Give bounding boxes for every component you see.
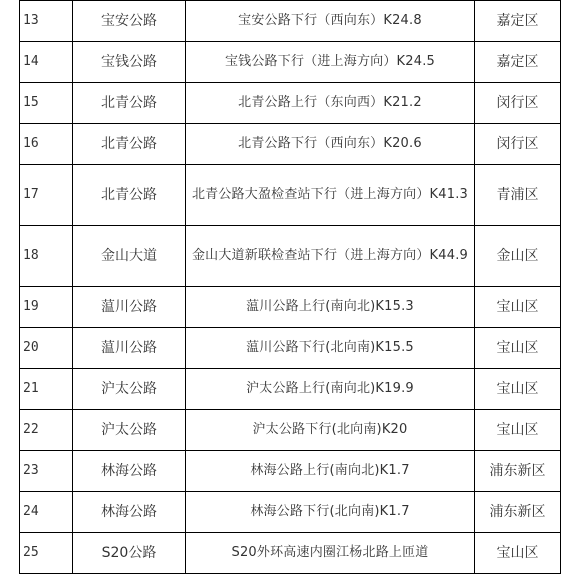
table-row [20,410,561,451]
road-name: 金山大道 [73,226,186,287]
table-row [20,369,561,410]
row-number: 18 [20,226,73,287]
table-row [20,287,561,328]
road-name: 林海公路 [73,492,186,533]
row-number: 14 [20,42,73,83]
road-name: S20公路 [73,533,186,574]
table-row [20,533,561,574]
road-name: 宝钱公路 [73,42,186,83]
row-number: 22 [20,410,73,451]
location: 蕰川公路下行(北向南)K15.5 [186,328,475,369]
location: 北青公路上行（东向西）K21.2 [186,83,475,124]
location: 沪太公路上行(南向北)K19.9 [186,369,475,410]
row-number: 19 [20,287,73,328]
row-number: 23 [20,451,73,492]
district: 青浦区 [475,165,561,226]
table-row [20,1,561,42]
road-name: 沪太公路 [73,369,186,410]
location: 宝钱公路下行（进上海方向）K24.5 [186,42,475,83]
district: 宝山区 [475,328,561,369]
table-row [20,328,561,369]
table-row [20,492,561,533]
location: 金山大道新联检查站下行（进上海方向）K44.9 [186,226,475,287]
table-row [20,124,561,165]
row-number: 24 [20,492,73,533]
row-number: 17 [20,165,73,226]
district: 宝山区 [475,369,561,410]
row-number: 21 [20,369,73,410]
row-number: 20 [20,328,73,369]
road-name: 北青公路 [73,165,186,226]
location: 林海公路下行(北向南)K1.7 [186,492,475,533]
district: 宝山区 [475,287,561,328]
road-name: 北青公路 [73,83,186,124]
table-row [20,42,561,83]
location: 宝安公路下行（西向东）K24.8 [186,1,475,42]
location: 蕰川公路上行(南向北)K15.3 [186,287,475,328]
district: 浦东新区 [475,451,561,492]
road-name: 林海公路 [73,451,186,492]
district: 浦东新区 [475,492,561,533]
district: 嘉定区 [475,1,561,42]
road-name: 蕰川公路 [73,328,186,369]
district: 闵行区 [475,124,561,165]
row-number: 13 [20,1,73,42]
district: 金山区 [475,226,561,287]
location: 北青公路下行（西向东）K20.6 [186,124,475,165]
road-name: 沪太公路 [73,410,186,451]
location: 沪太公路下行(北向南)K20 [186,410,475,451]
row-number: 16 [20,124,73,165]
table-row [20,83,561,124]
table-row [20,165,561,226]
district: 宝山区 [475,533,561,574]
row-number: 25 [20,533,73,574]
table-row [20,226,561,287]
road-name: 蕰川公路 [73,287,186,328]
location: S20外环高速内圈江杨北路上匝道 [186,533,475,574]
district: 宝山区 [475,410,561,451]
checkpoint-table [19,0,561,574]
road-name: 宝安公路 [73,1,186,42]
location: 林海公路上行(南向北)K1.7 [186,451,475,492]
row-number: 15 [20,83,73,124]
table-row [20,451,561,492]
location: 北青公路大盈检查站下行（进上海方向）K41.3 [186,165,475,226]
district: 嘉定区 [475,42,561,83]
road-name: 北青公路 [73,124,186,165]
district: 闵行区 [475,83,561,124]
